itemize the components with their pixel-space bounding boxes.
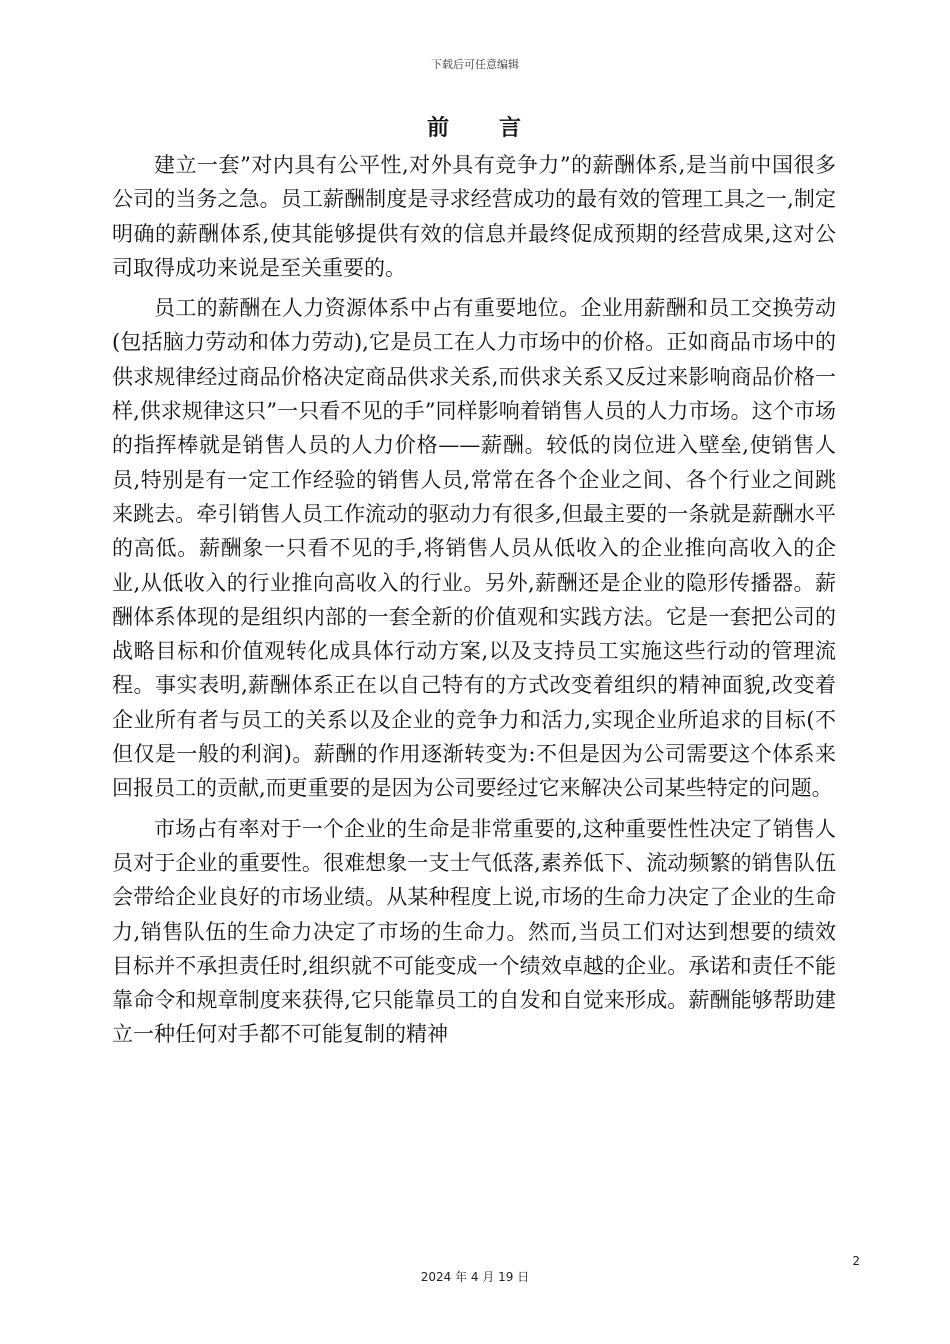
paragraph-2: 员工的薪酬在人力资源体系中占有重要地位。企业用薪酬和员工交换劳动(包括脑力劳动和体力劳动),它是员工在人力市场中的价格。正如商品市场中的供求规律经过商品价格决定商品供求关系,而供求关系又反过来影响商品价格一样,供求规律这只”一只看不见的手”同样影响着销售人员的人力市场。这个市场的指挥棒就是销售人员的人力价格——薪酬。较低的岗位进入壁垒,使销售人员,特别是有一定工作经验的销售人员,常常在各个企业之间、各个行业之间跳来跳去。牵引销售人员工作流动的驱动力有很多,但最主要的一条就是薪酬水平的高低。薪酬象一只看不见的手,将销售人员从低收入的企业推向高收入的企业,从低收入的行业推向高收入的行业。另外,薪酬还是企业的隐形传播器。薪酬体系体现的是组织内部的一套全新的价值观和实践方法。它是一套把公司的战略目标和价值观转化成具体行动方案,以及支持员工实施这些行动的管理流程。事实表明,薪酬体系正在以自己特有的方式改变着组织的精神面貌,改变着企业所有者与员工的关系以及企业的竞争力和活力,实现企业所追求的目标(不但仅是一般的利润)。薪酬的作用逐渐转变为:不但是因为公司需要这个体系来回报员工的贡献,而更重要的是因为公司要经过它来解决公司某些特定的问题。 xyxy=(112,296,836,801)
page-number: 2 xyxy=(852,1254,860,1268)
page-header-note: 下载后可任意编辑 xyxy=(431,58,519,71)
title-part-2: 言 xyxy=(499,115,524,141)
paragraph-1: 建立一套”对内具有公平性,对外具有竞争力”的薪酬体系,是当前中国很多公司的当务之急。员工薪酬制度是寻求经营成功的最有效的管理工具之一,制定明确的薪酬体系,使其能够提供有效的信息并最终促成预期的经营成果,这对公司取得成功来说是至关重要的。 xyxy=(112,153,836,280)
title-part-1: 前 xyxy=(426,115,451,141)
page-title xyxy=(0,111,950,142)
footer-date: 2024 年 4 月 19 日 xyxy=(420,1270,530,1284)
document-body xyxy=(112,148,836,1052)
paragraph-3: 市场占有率对于一个企业的生命是非常重要的,这种重要性性决定了销售人员对于企业的重要性。很难想象一支士气低落,素养低下、流动频繁的销售队伍会带给企业良好的市场业绩。从某种程度上说,市场的生命力决定了企业的生命力,销售队伍的生命力决定了市场的生命力。然而,当员工们对达到想要的绩效目标并不承担责任时,组织就不可能变成一个绩效卓越的企业。承诺和责任不能靠命令和规章制度来获得,它只能靠员工的自发和自觉来形成。薪酬能够帮助建立一种任何对手都不可能复制的精神 xyxy=(112,816,836,1047)
